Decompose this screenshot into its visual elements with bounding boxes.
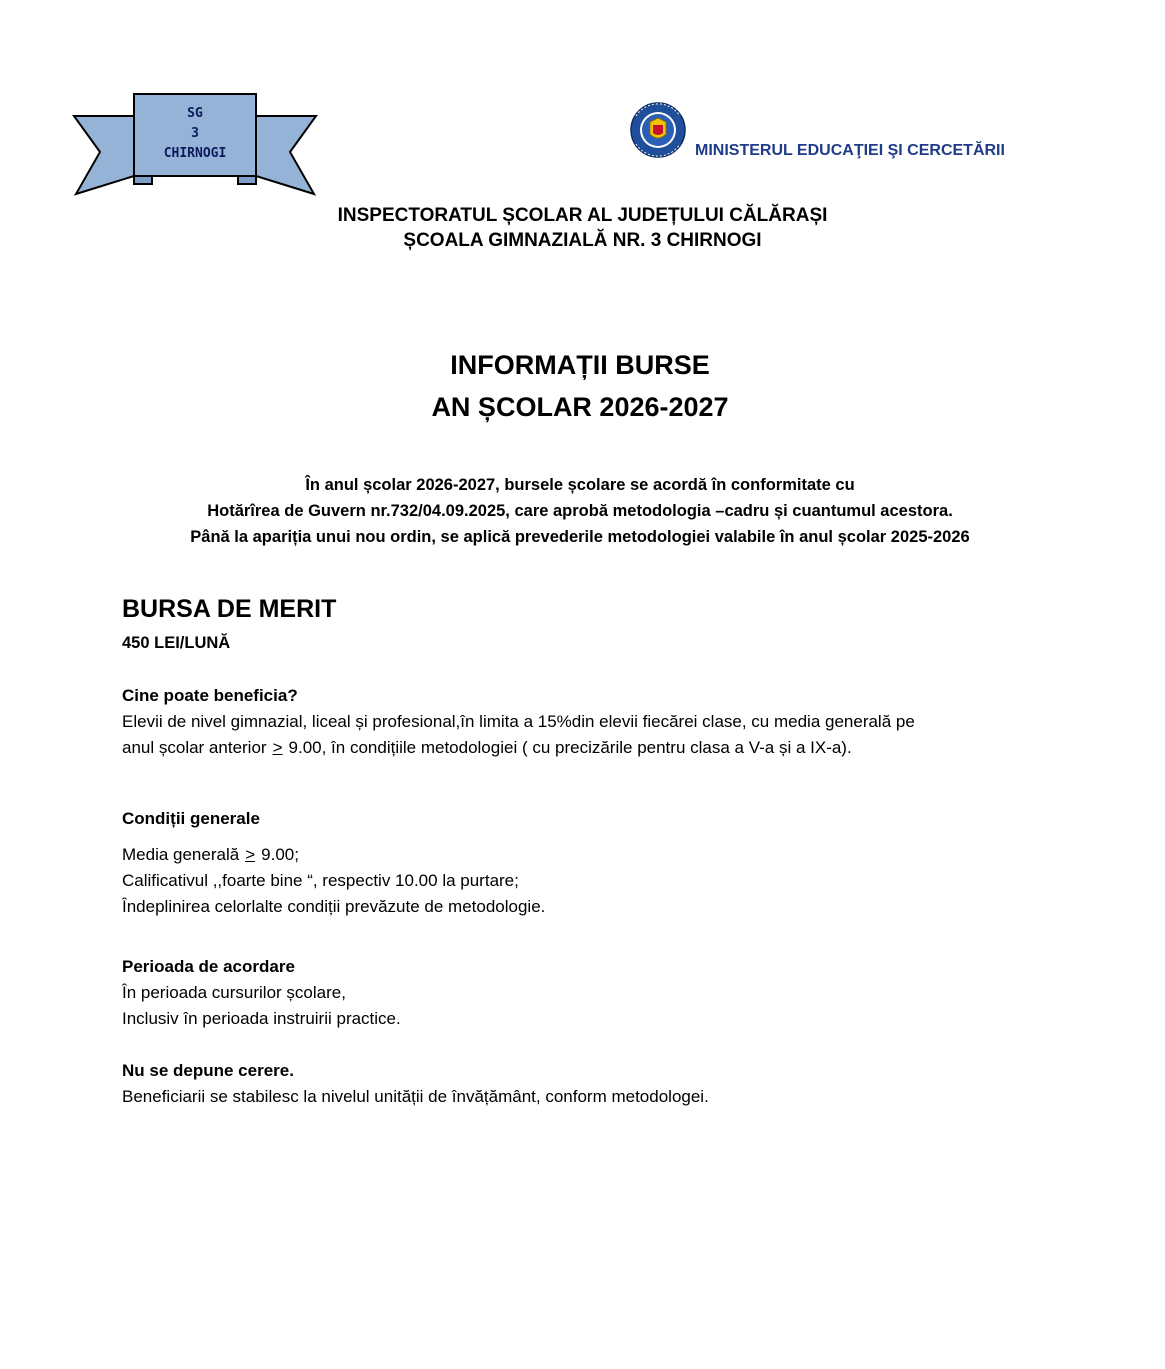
title-line-1: INFORMAȚII BURSE (450, 350, 710, 380)
spacer (122, 832, 1072, 842)
conditions-heading: Condiții generale (122, 809, 260, 828)
who-block (122, 683, 1072, 761)
request-heading: Nu se depune cerere. (122, 1061, 294, 1080)
intro-line-2: Hotărîrea de Guvern nr.732/04.09.2025, care aprobă metodologia –cadru și cuantumul acestora. (207, 502, 953, 520)
request-line: Beneficiarii se stabilesc la nivelul unității de învățământ, conform metodologei. (122, 1087, 709, 1106)
government-seal-icon (622, 102, 696, 158)
period-line-1: În perioada cursurilor școlare, (122, 983, 346, 1002)
conditions-line-1-rest: 9.00; (261, 845, 299, 864)
intro-line-3: Până la apariția unui nou ordin, se aplică prevederile metodologiei valabile în anul școlar 2025-2026 (190, 528, 970, 546)
conditions-block (122, 806, 1072, 920)
page-title (0, 344, 1160, 428)
conditions-line-1-text: Media generală (122, 845, 240, 864)
greater-equal-symbol: > (245, 845, 256, 864)
conditions-line-2: Calificativul ,,foarte bine “, respectiv 10.00 la purtare; (122, 871, 519, 890)
who-line-2-text: anul școlar anterior (122, 738, 267, 757)
period-heading: Perioada de acordare (122, 957, 295, 976)
logo-line-place: CHIRNOGI (163, 146, 227, 161)
who-line-1: Elevii de nivel gimnazial, liceal și profesional,în limita a 15%din elevii fiecărei clase, cu media generală pe (122, 712, 915, 731)
logo-line-sg: SG (187, 106, 203, 121)
section-amount: 450 LEI/LUNĂ (122, 634, 231, 652)
school-ribbon-logo (72, 92, 318, 198)
ministry-name: MINISTERUL EDUCAŢIEI ŞI CERCETĂRII (695, 142, 1005, 159)
who-line-2-rest: 9.00, în condițiile metodologiei ( cu precizările pentru clasa a V-a și a IX-a). (288, 738, 852, 757)
period-line-2: Inclusiv în perioada instruirii practice. (122, 1009, 401, 1028)
ribbon-text (134, 104, 256, 164)
request-block (122, 1058, 1072, 1110)
who-line-2 (122, 735, 1072, 761)
section-title: BURSA DE MERIT (122, 595, 337, 623)
who-heading: Cine poate beneficia? (122, 686, 298, 705)
period-block (122, 954, 1072, 1032)
intro-line-1: În anul școlar 2026-2027, bursele școlare se acordă în conformitate cu (305, 476, 855, 494)
ministry-header (622, 102, 1052, 162)
title-line-2: AN ȘCOLAR 2026-2027 (431, 392, 729, 422)
intro-paragraph (0, 472, 1160, 550)
conditions-line-3: Îndeplinirea celorlalte condiții prevăzute de metodologie. (122, 897, 546, 916)
logo-line-number: 3 (191, 126, 199, 141)
school-name: ȘCOALA GIMNAZIALĂ NR. 3 CHIRNOGI (403, 230, 762, 251)
institution-heading (0, 203, 1165, 253)
greater-equal-symbol: > (272, 738, 283, 757)
conditions-line-1 (122, 842, 1072, 868)
inspectorate-name: INSPECTORATUL ȘCOLAR AL JUDEȚULUI CĂLĂRAȘI (337, 205, 828, 226)
